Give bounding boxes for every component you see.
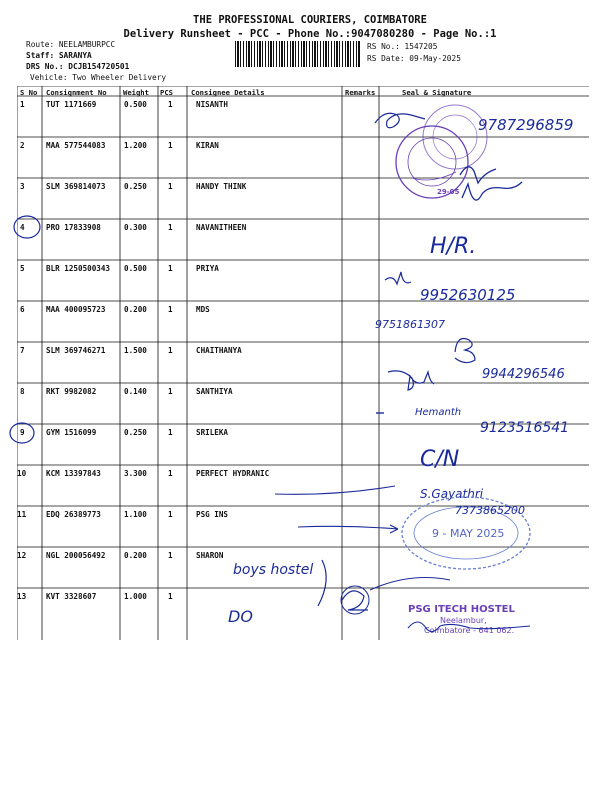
stamp-date-row3: 29-05 <box>437 188 460 196</box>
col-seal-signature: Seal & Signature <box>402 88 472 97</box>
note-row9: C/N <box>420 447 460 472</box>
row-consignment: BLR 1250500343 <box>46 264 111 273</box>
row-consignment: TUT 1171669 <box>46 100 97 109</box>
runsheet-title: Delivery Runsheet - PCC - Phone No.:9047080280 - Page No.:1 <box>123 28 497 40</box>
row-pcs: 1 <box>168 387 173 396</box>
note-row4: H/R. <box>430 234 477 259</box>
row-sno: 5 <box>20 264 25 273</box>
route-label: Route: NEELAMBURPCC <box>26 40 116 49</box>
row-sno: 8 <box>20 387 25 396</box>
col-consignee: Consignee Details <box>191 88 265 97</box>
row-weight: 0.300 <box>124 223 147 232</box>
phone-row8: 9123516541 <box>480 420 570 436</box>
row-consignee: SHARON <box>196 551 224 560</box>
phone-row6: 9751861307 <box>375 318 445 331</box>
row-consignee: NISANTH <box>196 100 229 109</box>
row-sno: 10 <box>17 469 27 478</box>
phone-row11: 7373865200 <box>455 504 525 517</box>
stamp-psg-name: PSG ITECH HOSTEL <box>408 604 515 615</box>
rs-number: RS No.: 1547205 <box>367 42 438 51</box>
company-name: THE PROFESSIONAL COURIERS, COIMBATORE <box>193 14 427 26</box>
row-pcs: 1 <box>168 346 173 355</box>
name-row8: Hemanth <box>415 407 462 418</box>
row-consignment: KVT 3328607 <box>46 592 97 601</box>
col-weight: Weight <box>123 88 149 97</box>
row-pcs: 1 <box>168 510 173 519</box>
row-consignment: MAA 400095723 <box>46 305 106 314</box>
barcode <box>235 41 361 67</box>
row-pcs: 1 <box>168 551 173 560</box>
row-pcs: 1 <box>168 428 173 437</box>
row-consignee: SANTHIYA <box>196 387 233 396</box>
row-sno: 12 <box>17 551 27 560</box>
row-pcs: 1 <box>168 100 173 109</box>
row-consignment: SLM 369746271 <box>46 346 106 355</box>
row-sno: 13 <box>17 592 27 601</box>
row-weight: 0.250 <box>124 182 147 191</box>
row-consignment: GYM 1516099 <box>46 428 97 437</box>
row-pcs: 1 <box>168 469 173 478</box>
row-weight: 1.500 <box>124 346 147 355</box>
row-weight: 3.300 <box>124 469 147 478</box>
row-weight: 1.100 <box>124 510 147 519</box>
row-consignee: SRILEKA <box>196 428 229 437</box>
phone-row1: 9787296859 <box>478 116 574 134</box>
row-sno: 6 <box>20 305 25 314</box>
phone-row7: 9944296546 <box>482 367 565 382</box>
stamp-psg-pin: Coimbatore - 641 062. <box>424 626 515 635</box>
drs-number: DRS No.: DCJB154720501 <box>26 62 130 71</box>
col-remarks: Remarks <box>345 88 376 97</box>
note-row13: DO <box>228 607 253 626</box>
note-row12: boys hostel <box>233 562 314 578</box>
row-consignment: PRO 17833908 <box>46 223 101 232</box>
col-pcs: PCS <box>160 88 173 97</box>
row-consignment: SLM 369814073 <box>46 182 106 191</box>
row-consignment: KCM 13397843 <box>46 469 101 478</box>
row-sno: 4 <box>20 223 25 232</box>
row-sno: 1 <box>20 100 25 109</box>
row-weight: 1.000 <box>124 592 147 601</box>
row-sno: 2 <box>20 141 25 150</box>
row-consignee: CHAITHANYA <box>196 346 242 355</box>
row-consignee: PSG INS <box>196 510 229 519</box>
row-pcs: 1 <box>168 141 173 150</box>
row-pcs: 1 <box>168 264 173 273</box>
row-sno: 9 <box>20 428 25 437</box>
row-weight: 0.250 <box>124 428 147 437</box>
row-weight: 0.200 <box>124 305 147 314</box>
row-sno: 3 <box>20 182 25 191</box>
row-pcs: 1 <box>168 182 173 191</box>
row-pcs: 1 <box>168 223 173 232</box>
vehicle-label: Vehicle: Two Wheeler Delivery <box>30 73 167 82</box>
col-sno: S No <box>20 88 38 97</box>
phone-row5: 9952630125 <box>420 286 516 304</box>
row-weight: 0.140 <box>124 387 147 396</box>
staff-label: Staff: SARANYA <box>26 51 92 60</box>
name-row10: S.Gayathri <box>420 487 484 501</box>
row-pcs: 1 <box>168 305 173 314</box>
stamp-psg-place: Neelambur, <box>440 616 487 625</box>
rs-date: RS Date: 09-May-2025 <box>367 54 461 63</box>
row-weight: 1.200 <box>124 141 147 150</box>
col-consignment: Consignment No <box>46 88 107 97</box>
row-consignee: PERFECT HYDRANIC <box>196 469 270 478</box>
row-sno: 7 <box>20 346 25 355</box>
row-consignee: PRIYA <box>196 264 219 273</box>
row-consignment: NGL 200056492 <box>46 551 106 560</box>
row-consignment: EDQ 26389773 <box>46 510 101 519</box>
row-consignee: NAVANITHEEN <box>196 223 247 232</box>
row-weight: 0.500 <box>124 264 147 273</box>
row-pcs: 1 <box>168 592 173 601</box>
row-sno: 11 <box>17 510 27 519</box>
row-consignment: MAA 577544083 <box>46 141 106 150</box>
row-consignee: KIRAN <box>196 141 219 150</box>
row-consignment: RKT 9982082 <box>46 387 97 396</box>
row-weight: 0.200 <box>124 551 147 560</box>
row-consignee: HANDY THINK <box>196 182 247 191</box>
row-weight: 0.500 <box>124 100 147 109</box>
row-consignee: MDS <box>196 305 210 314</box>
stamp-date-row11: 9 - MAY 2025 <box>432 527 505 540</box>
